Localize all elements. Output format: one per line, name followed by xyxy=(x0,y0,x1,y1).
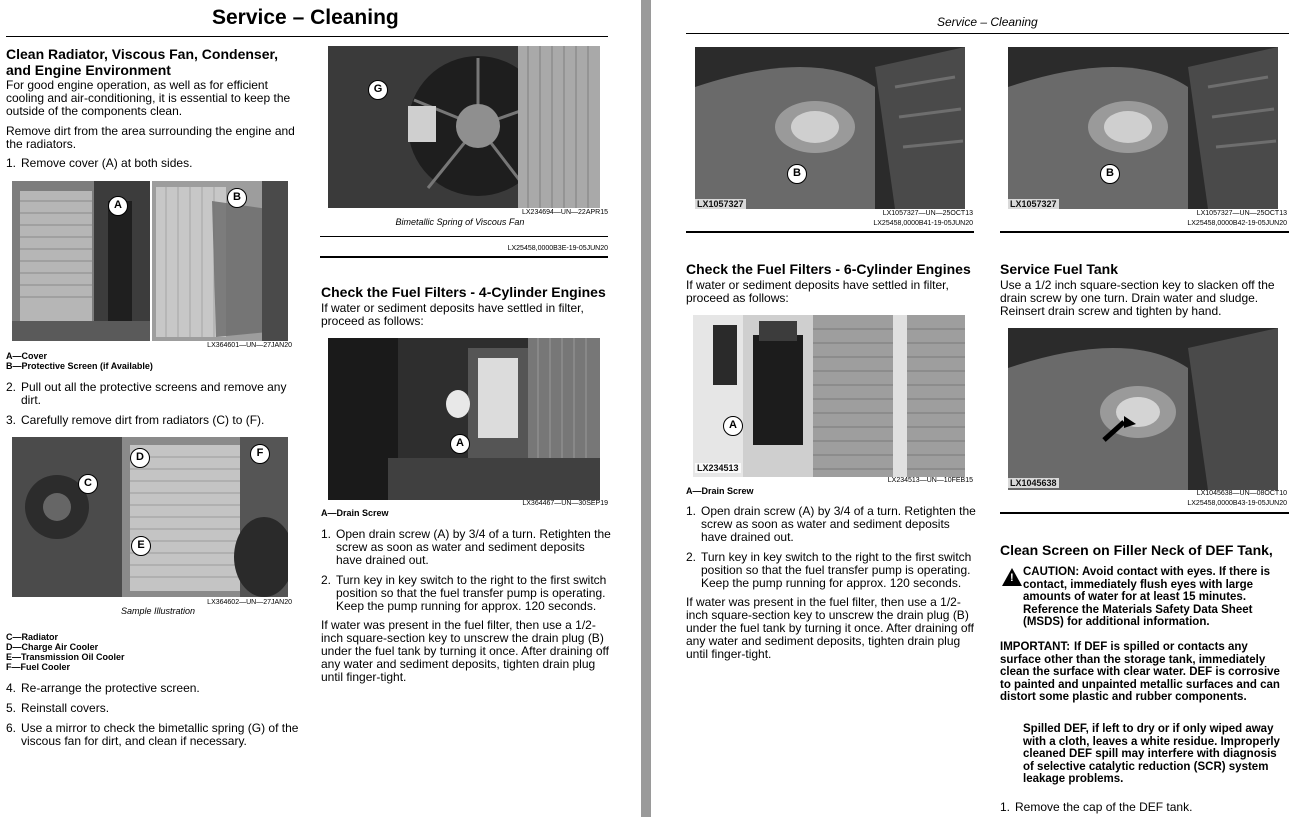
clean-step-4 xyxy=(6,682,304,695)
warning-triangle-icon: ! xyxy=(1002,568,1022,586)
callout-b-tank2: B xyxy=(1100,164,1120,184)
callout-a: A xyxy=(108,196,128,216)
def-important-label: IMPORTANT: xyxy=(1000,641,1071,653)
fuel4-step-1 xyxy=(321,528,611,567)
callout-d: D xyxy=(130,448,150,468)
clean-step-5 xyxy=(6,702,304,715)
legend-fuel4: A—Drain Screw xyxy=(321,508,389,518)
callout-a-fuel6: A xyxy=(723,416,743,436)
def-caution: CAUTION: Avoid contact with eyes. If there is contact, immediately flush eyes with large amounts of water for at least 15 minutes. Reference the Materials Safety Data Sheet (MSDS) for additional information. xyxy=(1023,566,1271,628)
image-code-tank3: LX1045638 xyxy=(1010,478,1057,488)
page-title: Service – Cleaning xyxy=(212,6,399,29)
step-number: 3. xyxy=(6,413,17,427)
clean-step-6 xyxy=(6,722,304,748)
step-text: Reinstall covers. xyxy=(21,701,110,715)
photo-protective-screen xyxy=(152,181,288,341)
step-text: Open drain screw (A) by 3/4 of a turn. Retighten the screw as soon as water and sediment deposits have drained out. xyxy=(336,527,611,567)
manual-page-left xyxy=(0,0,641,817)
running-head: Service – Cleaning xyxy=(937,15,1038,29)
step-text: Turn key in key switch to the right to the first switch position so that the fuel transfer pump is operating. Keep the pump running for approx. 120 seconds. xyxy=(701,550,972,590)
photo-radiator-cover xyxy=(12,181,150,341)
photo-fuel-tank-drain-2 xyxy=(1008,47,1278,209)
section-heading-def-screen: Clean Screen on Filler Neck of DEF Tank, xyxy=(1000,542,1273,558)
step-number: 1. xyxy=(686,504,697,518)
image-code-tank1: LX1057327 xyxy=(697,199,744,209)
image-code-fuel6: LX234513 xyxy=(697,463,739,473)
figure-ref-viscous: LX234694—UN—22APR15 xyxy=(522,209,608,216)
fuel4-intro: If water or sediment deposits have settled in filter, proceed as follows: xyxy=(321,301,584,328)
doc-ref-viscous: LX25458,0000B3E-19-05JUN20 xyxy=(507,245,608,252)
figure-ref-1: LX364601—UN—27JAN20 xyxy=(207,342,292,349)
step-text: Open drain screw (A) by 3/4 of a turn. Retighten the screw as soon as water and sediment deposits have drained out. xyxy=(701,504,976,544)
legend-item: C—Radiator xyxy=(6,632,59,642)
step-text: Remove cover (A) at both sides. xyxy=(21,156,193,170)
callout-c: C xyxy=(78,474,98,494)
def-step-1 xyxy=(1000,801,1290,814)
title-rule xyxy=(6,36,608,37)
callout-b-tank1: B xyxy=(787,164,807,184)
figure-ref-tank3: LX1045638—UN—08OCT10 xyxy=(1196,490,1287,497)
step-text: Pull out all the protective screens and remove any dirt. xyxy=(21,380,287,407)
callout-e: E xyxy=(131,536,151,556)
legend-item: A—Cover xyxy=(6,351,48,361)
photo-fuel-tank-arrow xyxy=(1008,328,1278,490)
clean-step-3 xyxy=(6,414,304,427)
section-heading-service-fuel-tank: Service Fuel Tank xyxy=(1000,261,1119,277)
section-heading-clean-radiator: Clean Radiator, Viscous Fan, Condenser, and Engine Environment xyxy=(6,46,279,78)
section-heading-fuel-filters-4cyl: Check the Fuel Filters - 4-Cylinder Engines xyxy=(321,284,606,300)
step-number: 6. xyxy=(6,721,17,735)
section-heading-fuel-filters-6cyl: Check the Fuel Filters - 6-Cylinder Engines xyxy=(686,261,971,277)
fuel6-intro: If water or sediment deposits have settled in filter, proceed as follows: xyxy=(686,278,949,305)
def-spilled-note: Spilled DEF, if left to dry or if only wiped away with a cloth, leaves a white residue. Improperly cleaned DEF spill may interfere with diagnosis of selective catalytic reduction (SCR) system leakage problems. xyxy=(1023,723,1280,785)
fuel-tank-body: Use a 1/2 inch square-section key to slacken off the drain screw by one turn. Drain water and sludge. Reinsert drain screw and tighten by hand. xyxy=(1000,278,1275,318)
page-gutter xyxy=(641,0,651,817)
step-text: Carefully remove dirt from radiators (C) to (F). xyxy=(21,413,265,427)
image-code-tank2: LX1057327 xyxy=(1010,199,1057,209)
section-rule-thick xyxy=(1000,231,1289,233)
fuel6-step-2 xyxy=(686,551,976,590)
legend-item: E—Transmission Oil Cooler xyxy=(6,652,125,662)
section-rule xyxy=(320,236,608,237)
legend-item: B—Protective Screen (if Available) xyxy=(6,361,153,371)
fuel4-water-note: If water was present in the fuel filter, then use a 1/2-inch square-section key to unscrew the drain plug (B) under the fuel tank by turning it once. After draining off any water and sediment deposits, tighten drain plug until finger-tight. xyxy=(321,618,609,684)
def-important: If DEF is spilled or contacts any surface other than the storage tank, immediately clean the surface with clear water. DEF is corrosive to painted and unpainted metallic surfaces and can distort some plastic and rubber components. xyxy=(1000,641,1280,703)
step-number: 4. xyxy=(6,681,17,695)
figure-ref-tank2: LX1057327—UN—25OCT13 xyxy=(1196,210,1287,217)
fuel4-step-2 xyxy=(321,574,611,613)
clean-step-1 xyxy=(6,157,304,170)
photo-fuel-filter-4cyl xyxy=(328,338,600,500)
callout-g: G xyxy=(368,80,388,100)
photo-radiators xyxy=(12,437,288,597)
section-rule-thick xyxy=(686,231,974,233)
step-number: 1. xyxy=(1000,800,1011,814)
step-text: Use a mirror to check the bimetallic spring (G) of the viscous fan for dirt, and clean if necessary. xyxy=(21,721,299,748)
figure-caption-viscous: Bimetallic Spring of Viscous Fan xyxy=(395,217,525,227)
step-number: 1. xyxy=(321,527,332,541)
photo-fuel-tank-drain-1 xyxy=(695,47,965,209)
step-text: Re-arrange the protective screen. xyxy=(21,681,200,695)
figure-ref-fuel6: LX234513—UN—10FEB15 xyxy=(887,477,973,484)
step-text: Turn key in key switch to the right to the first switch position so that the fuel transfer pump is operating. Keep the pump running for approx. 120 seconds. xyxy=(336,573,607,613)
step-number: 1. xyxy=(6,156,17,170)
step-number: 2. xyxy=(686,550,697,564)
figure-ref-2: LX364602—UN—27JAN20 xyxy=(207,599,292,606)
header-rule xyxy=(686,33,1289,34)
fuel6-step-1 xyxy=(686,505,976,544)
photo-fuel-filter-6cyl xyxy=(693,315,965,477)
section-rule-thick xyxy=(1000,512,1289,514)
legend-fuel6: A—Drain Screw xyxy=(686,486,754,496)
photo-viscous-fan xyxy=(328,46,600,208)
callout-b: B xyxy=(227,188,247,208)
clean-intro: For good engine operation, as well as for efficient cooling and air-conditioning, it is essential to keep the outside of the components clean. xyxy=(6,78,291,118)
callout-a-fuel4: A xyxy=(450,434,470,454)
manual-page-right xyxy=(651,0,1297,817)
doc-ref-tank1: LX25458,0000B41-19-05JUN20 xyxy=(873,220,973,227)
step-number: 5. xyxy=(6,701,17,715)
legend-item: F—Fuel Cooler xyxy=(6,662,71,672)
clean-intro-2: Remove dirt from the area surrounding the engine and the radiators. xyxy=(6,124,295,151)
figure-ref-tank1: LX1057327—UN—25OCT13 xyxy=(882,210,973,217)
callout-f: F xyxy=(250,444,270,464)
legend-1 xyxy=(6,351,306,371)
figure-caption-2: Sample Illustration xyxy=(120,606,196,616)
step-number: 2. xyxy=(6,380,17,394)
section-rule-thick xyxy=(320,256,608,258)
step-text: Remove the cap of the DEF tank. xyxy=(1015,800,1193,814)
legend-2 xyxy=(6,632,306,672)
step-number: 2. xyxy=(321,573,332,587)
fuel6-water-note: If water was present in the fuel filter, then use a 1/2-inch square-section key to unscrew the drain plug (B) under the fuel tank by turning it once. After draining off any water and sediment deposits, tighten drain plug until finger-tight. xyxy=(686,595,974,661)
doc-ref-tank3: LX25458,0000B43-19-05JUN20 xyxy=(1187,500,1287,507)
doc-ref-tank2: LX25458,0000B42-19-05JUN20 xyxy=(1187,220,1287,227)
figure-ref-fuel4: LX364467—UN—30SEP19 xyxy=(522,500,608,507)
clean-step-2 xyxy=(6,381,304,407)
legend-item: D—Charge Air Cooler xyxy=(6,642,99,652)
